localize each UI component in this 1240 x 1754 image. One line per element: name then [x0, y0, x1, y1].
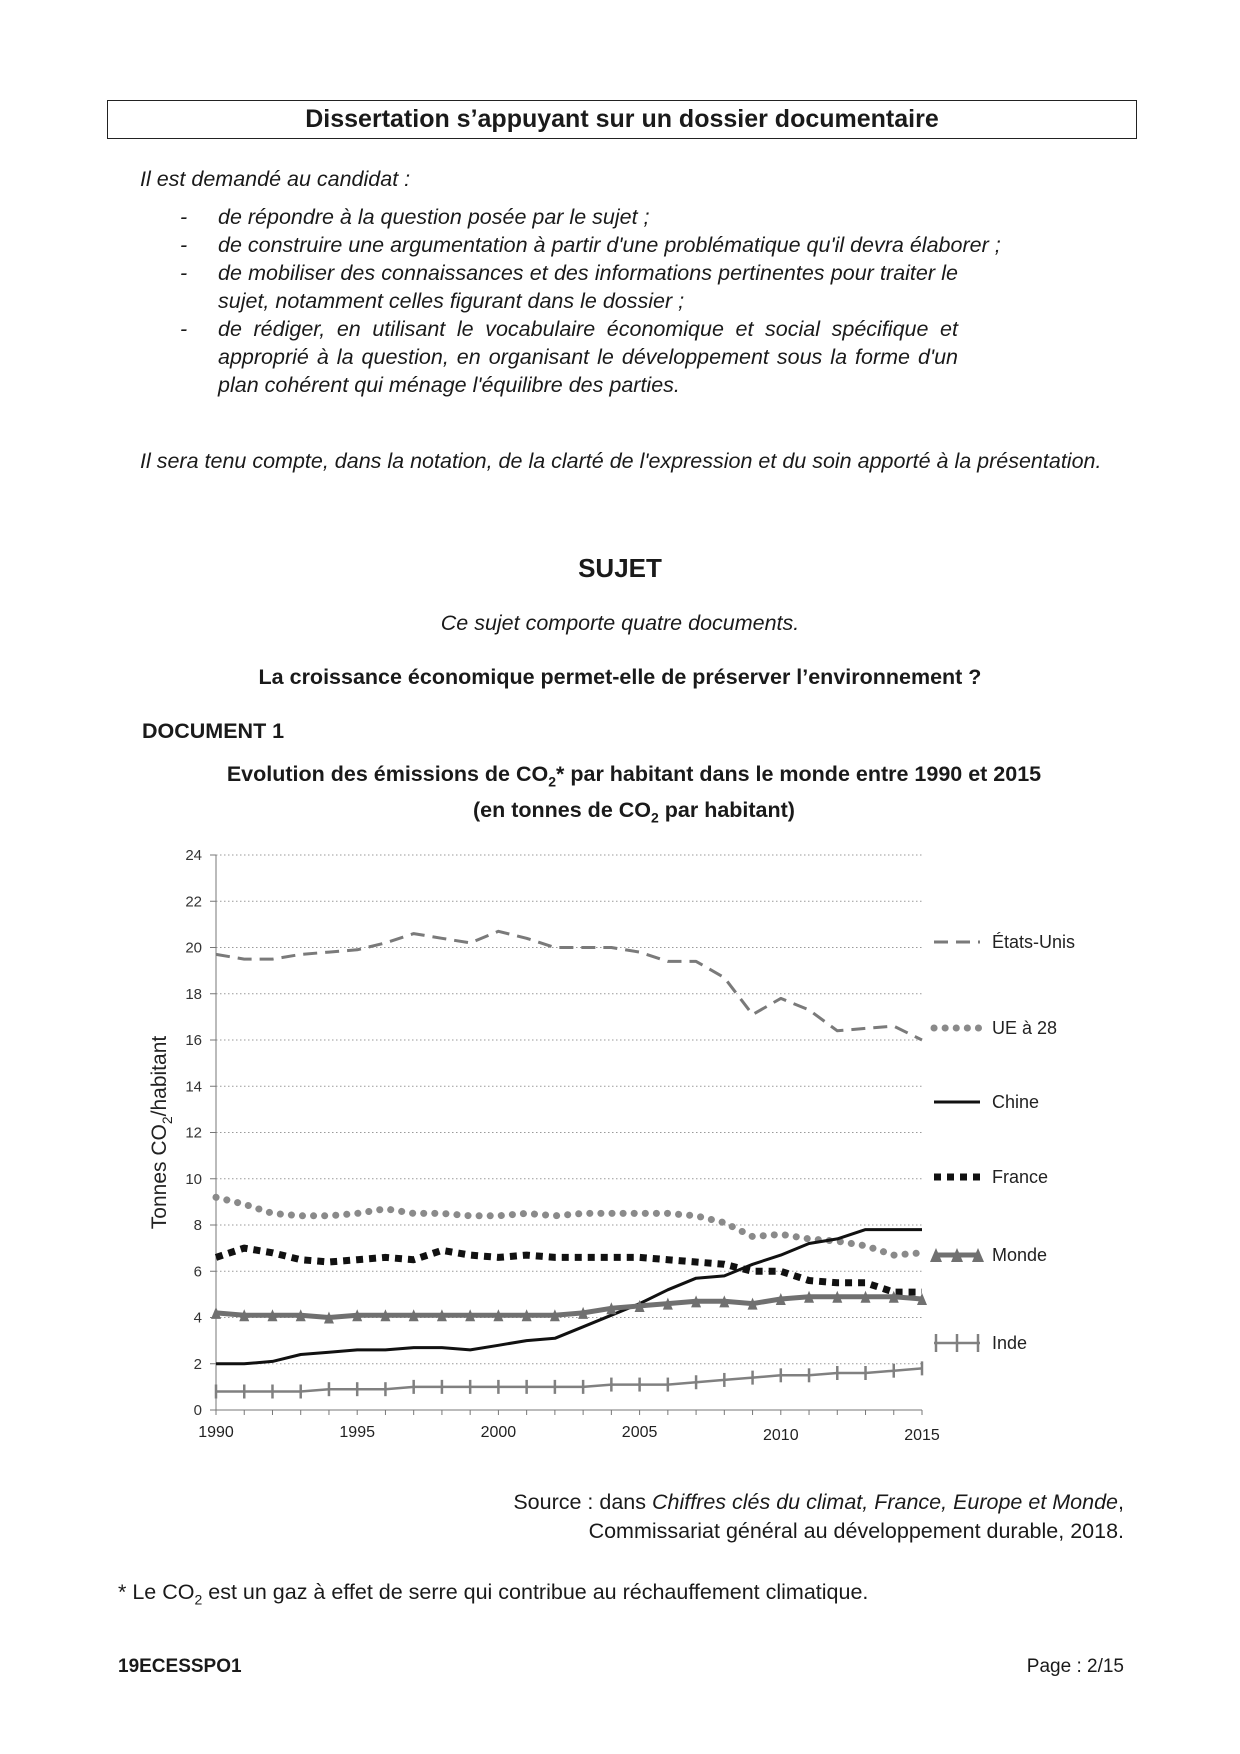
- instructions-note: Il sera tenu compte, dans la notation, de la clarté de l'expression et du soin apporté à la présentation.: [140, 449, 1102, 473]
- source-citation: Source : dans Chiffres clés du climat, France, Europe et Monde, Commissariat général au développement durable, 2018.: [513, 1490, 1124, 1543]
- y-tick-label: 14: [185, 1078, 202, 1096]
- y-tick-label: 6: [193, 1263, 202, 1281]
- exam-code: 19ECESSPO1: [118, 1656, 242, 1677]
- x-tick-label: 1995: [339, 1424, 375, 1441]
- section-title-box: [107, 100, 1137, 139]
- x-tick-labels: [198, 1424, 940, 1444]
- chart-grid: [216, 855, 922, 1364]
- y-tick-label: 22: [185, 893, 202, 911]
- chart-legend: [930, 932, 1075, 1353]
- sujet-heading: SUJET: [578, 553, 662, 583]
- legend-label: Monde: [992, 1245, 1048, 1265]
- series-line: [216, 1197, 922, 1255]
- section-title: Dissertation s’appuyant sur un dossier documentaire: [305, 105, 939, 133]
- page-number: Page : 2/15: [1026, 1656, 1124, 1677]
- sujet-question: La croissance économique permet-elle de préserver l’environnement ?: [258, 665, 982, 689]
- chart-series: [211, 931, 927, 1398]
- y-tick-label: 8: [193, 1217, 202, 1234]
- list-item: - de rédiger, en utilisant le vocabulaire économique et social spécifique et approprié à la question, en organisant le développement sous la forme d'un plan cohérent qui ménage l'équilibre des parties.: [140, 315, 1130, 399]
- series-line: [216, 1248, 922, 1292]
- legend-label: États-Unis: [992, 932, 1076, 952]
- x-tick-label: 1990: [198, 1424, 234, 1441]
- legend-label: UE à 28: [992, 1018, 1058, 1038]
- chart-title: Evolution des émissions de $CO_2*$ par habitant dans le monde entre 1990 et 2015 (en tonnes de $CO_2$ par habitant): [226, 762, 1042, 826]
- series-line: [216, 1297, 922, 1318]
- list-item: - de mobiliser des connaissances et des informations pertinentes pour traiter le sujet, notamment celles figurant dans le dossier ;: [140, 259, 1130, 315]
- list-item: - de construire une argumentation à partir d'une problématique qu'il devra élaborer ;: [140, 231, 1130, 259]
- x-tick-label: 2005: [621, 1424, 658, 1441]
- y-tick-label: 20: [185, 939, 202, 957]
- document-label: DOCUMENT 1: [142, 719, 285, 743]
- sujet-subtitle: Ce sujet comporte quatre documents.: [440, 611, 800, 635]
- x-tick-label: 2015: [904, 1427, 940, 1444]
- y-tick-labels: [185, 847, 202, 1419]
- legend-label: France: [992, 1167, 1049, 1187]
- x-tick-label: 2000: [480, 1424, 517, 1441]
- y-tick-label: 2: [193, 1355, 202, 1373]
- list-item: - de répondre à la question posée par le sujet ;: [140, 203, 1130, 231]
- instructions-list: [140, 203, 1130, 399]
- x-tick-label: 2010: [763, 1427, 799, 1444]
- series-line: [216, 1368, 922, 1391]
- footnote: * Le $CO_2$ est un gaz à effet de serre qui contribue au réchauffement climatique.: [118, 1580, 869, 1608]
- chart-axes: [210, 855, 922, 1415]
- y-tick-label: 0: [193, 1402, 202, 1419]
- y-tick-label: 16: [185, 1032, 202, 1049]
- legend-label: Chine: [992, 1092, 1040, 1112]
- legend-label: Inde: [992, 1333, 1028, 1353]
- y-tick-label: 24: [185, 847, 202, 864]
- y-axis-label: Tonnes $CO_2$/habitant: [148, 1035, 175, 1230]
- co2-line-chart: [0, 830, 1240, 1470]
- instructions-intro: Il est demandé au candidat :: [140, 167, 411, 191]
- y-tick-label: 12: [185, 1124, 202, 1142]
- y-tick-label: 18: [185, 985, 202, 1003]
- y-tick-label: 4: [193, 1309, 202, 1327]
- y-tick-label: 10: [185, 1170, 202, 1188]
